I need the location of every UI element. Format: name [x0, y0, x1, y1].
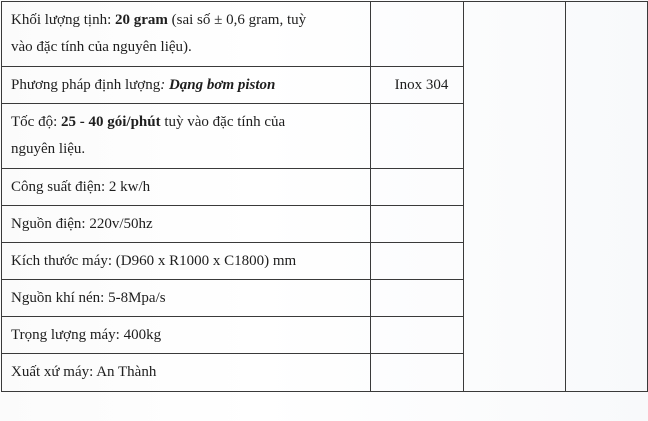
spec-cell: Xuất xứ máy: An Thành: [2, 354, 371, 392]
spec-bold-italic-value: Dạng bơm piston: [168, 76, 276, 93]
spec-colon: :: [160, 76, 169, 93]
material-cell: [371, 169, 464, 206]
material-cell: [371, 104, 464, 169]
spec-cell: Nguồn khí nén: 5-8Mpa/s: [2, 280, 371, 317]
spec-cell: Trọng lượng máy: 400kg: [2, 317, 371, 354]
spec-text: Tốc độ:: [11, 114, 61, 130]
spec-line: [11, 109, 370, 136]
spec-line: [11, 7, 370, 34]
material-cell: [371, 206, 464, 243]
merged-blank-cell: [565, 2, 647, 392]
spec-text: Khối lượng tịnh:: [11, 12, 115, 28]
material-cell: [371, 317, 464, 354]
merged-blank-cell: [464, 2, 566, 392]
spec-text: tuỳ vào đặc tính của: [160, 114, 286, 130]
material-cell: [371, 354, 464, 392]
spec-text: (sai số ± 0,6 gram, tuỳ: [167, 12, 307, 28]
spec-cell: Kích thước máy: (D960 x R1000 x C1800) mm: [2, 243, 371, 280]
spec-bold-value: 20 gram: [114, 12, 168, 28]
spec-line: nguyên liệu.: [11, 141, 86, 157]
spec-line: vào đặc tính của nguyên liệu).: [11, 39, 192, 55]
material-cell: Inox 304: [371, 67, 464, 104]
spec-table: [1, 1, 648, 392]
material-cell: [371, 2, 464, 67]
material-cell: [371, 280, 464, 317]
spec-text: Phương pháp định lượng: [11, 76, 161, 93]
spec-bold-value: 25 - 40 gói/phút: [61, 114, 161, 130]
spec-cell: [2, 2, 371, 67]
spec-cell: [2, 104, 371, 169]
spec-cell: Công suất điện: 2 kw/h: [2, 169, 371, 206]
material-cell: [371, 243, 464, 280]
table-row: [2, 2, 648, 67]
spec-cell: [2, 67, 371, 104]
spec-cell: Nguồn điện: 220v/50hz: [2, 206, 371, 243]
